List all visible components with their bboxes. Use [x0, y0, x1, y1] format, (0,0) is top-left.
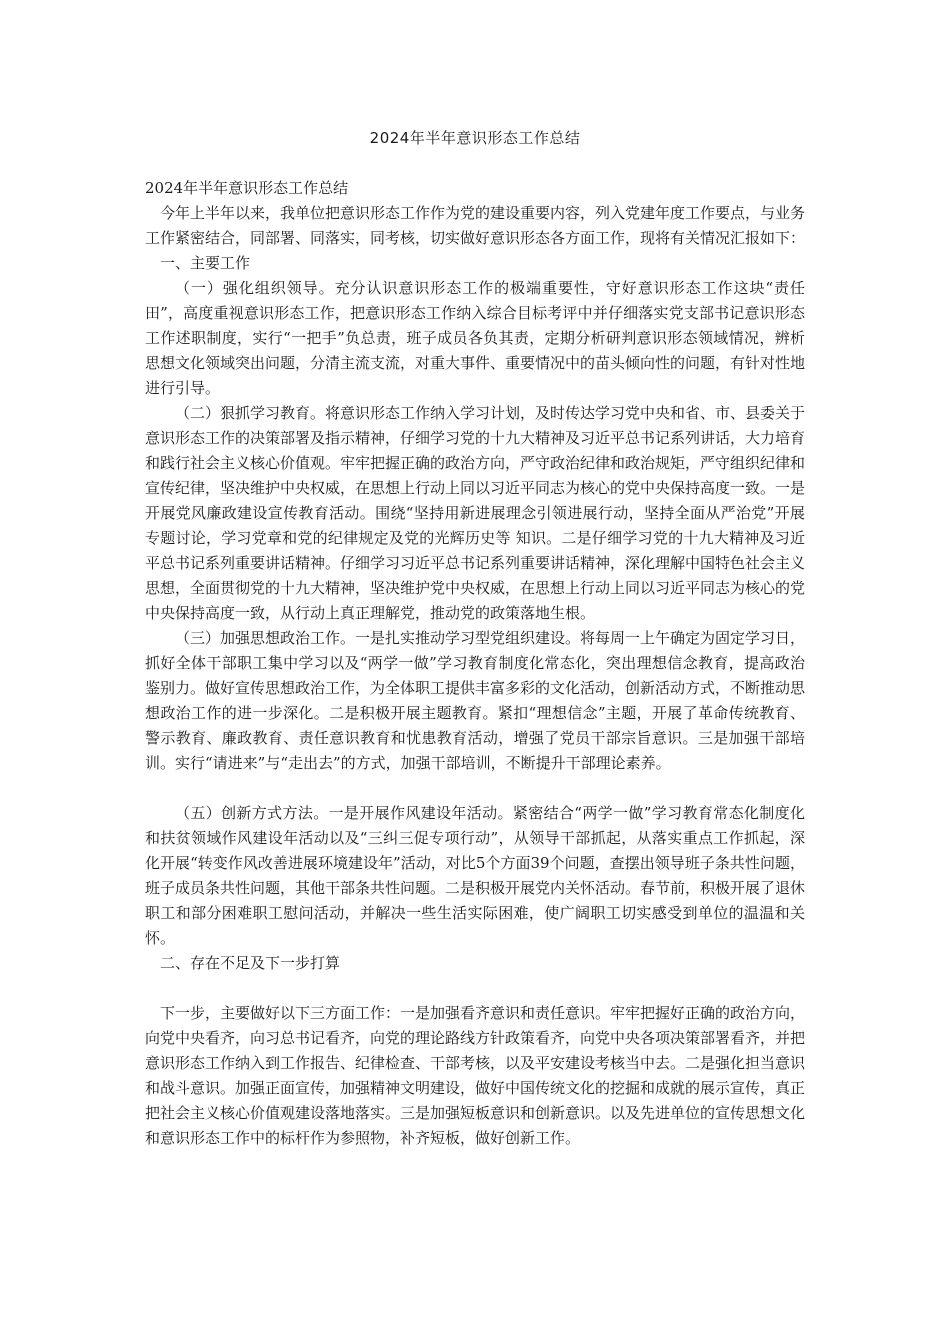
section-heading-main-work: 一、主要工作 — [160, 254, 251, 272]
document-subtitle: 2024年半年意识形态工作总结 — [145, 179, 349, 197]
paragraph-innovation-methods: （五）创新方式方法。一是开展作风建设年活动。紧密结合“两学一做”学习教育常态化制度化和扶贫领域作风建设年活动以及“三纠三促专项行动”，从领导干部抓起，从落实重点工作抓起，深化开展“转变作风改善进展环境建设年”活动，对比5个方面39个问题，查摆出领导班子条共性问题，班子成员条共性问题，其他干部条共性问题。二是积极开展党内关怀活动。春节前，积极开展了退休职工和部分困难职工慰问活动，并解决一些生活实际困难，使广阔职工切实感受到单位的温温和关怀。 — [145, 804, 806, 947]
blank-line — [145, 976, 805, 1001]
blank-line — [145, 776, 805, 801]
document-title: 2024年半年意识形态工作总结 — [369, 129, 581, 147]
paragraph-organization-leadership: （一）强化组织领导。充分认识意识形态工作的极端重要性，守好意识形态工作这块“责任田”，高度重视意识形态工作，把意识形态工作纳入综合目标考评中并仔细落实党支部书记意识形态工作述职制度，实行“一把手”负总责，班子成员各负其责，定期分析研判意识形态领域情况，辨析思想文化领域突出问题，分清主流支流，对重大事件、重要情况中的苗头倾向性的问题，有针对性地进行引导。 — [145, 279, 806, 397]
paragraph-next-steps: 下一步，主要做好以下三方面工作：一是加强看齐意识和责任意识。牢牢把握好正确的政治方向，向党中央看齐，向习总书记看齐，向党的理论路线方针政策看齐，向党中央各项决策部署看齐，并把意识形态工作纳入到工作报告、纪律检查、干部考核，以及平安建设考核当中去。二是强化担当意识和战斗意识。加强正面宣传，加强精神文明建设，做好中国传统文化的挖掘和成就的展示宣传，真正把社会主义核心价值观建设落地落实。三是加强短板意识和创新意识。以及先进单位的宣传思想文化和意识形态工作中的标杆作为参照物，补齐短板，做好创新工作。 — [145, 1004, 806, 1147]
document-body — [145, 176, 805, 1151]
paragraph-study-education: （二）狠抓学习教育。将意识形态工作纳入学习计划，及时传达学习党中央和省、市、县委关于意识形态工作的决策部署及指示精神，仔细学习党的十九大精神及习近平总书记系列讲话，大力培育和践行社会主义核心价值观。牢牢把握正确的政治方向，严守政治纪律和政治规矩，严守组织纪律和宣传纪律，坚决维护中央权威，在思想上行动上同以习近平同志为核心的党中央保持高度一致。一是开展党风廉政建设宣传教育活动。围绕“坚持用新进展理念引领进展行动，坚持全面从严治党”开展专题讨论，学习党章和党的纪律规定及党的光辉历史等 知识。二是仔细学习党的十九大精神及习近平总书记系列重要讲话精神。仔细学习习近平总书记系列重要讲话精神，深化理解中国特色社会主义思想，全面贯彻党的十九大精神，坚决维护党中央权威，在思想上行动上同以习近平同志为核心的党中央保持高度一致，从行动上真正理解党，推动党的政策落地生根。 — [145, 404, 806, 622]
intro-paragraph: 今年上半年以来，我单位把意识形态工作作为党的建设重要内容，列入党建年度工作要点，与业务工作紧密结合，同部署、同落实，同考核，切实做好意识形态各方面工作，现将有关情况汇报如下： — [145, 204, 806, 247]
section-heading-shortcomings: 二、存在不足及下一步打算 — [160, 954, 341, 972]
paragraph-political-work: （三）加强思想政治工作。一是扎实推动学习型党组织建设。将每周一上午确定为固定学习日，抓好全体干部职工集中学习以及“两学一做”学习教育制度化常态化，突出理想信念教育，提高政治鉴别力。做好宣传思想政治工作，为全体职工提供丰富多彩的文化活动，创新活动方式，不断推动思想政治工作的进一步深化。二是积极开展主题教育。紧扣“理想信念”主题，开展了革命传统教育、警示教育、廉政教育、责任意识教育和忧患教育活动，增强了党员干部宗旨意识。三是加强干部培训。实行“请进来”与“走出去”的方式，加强干部培训，不断提升干部理论素养。 — [145, 629, 806, 772]
